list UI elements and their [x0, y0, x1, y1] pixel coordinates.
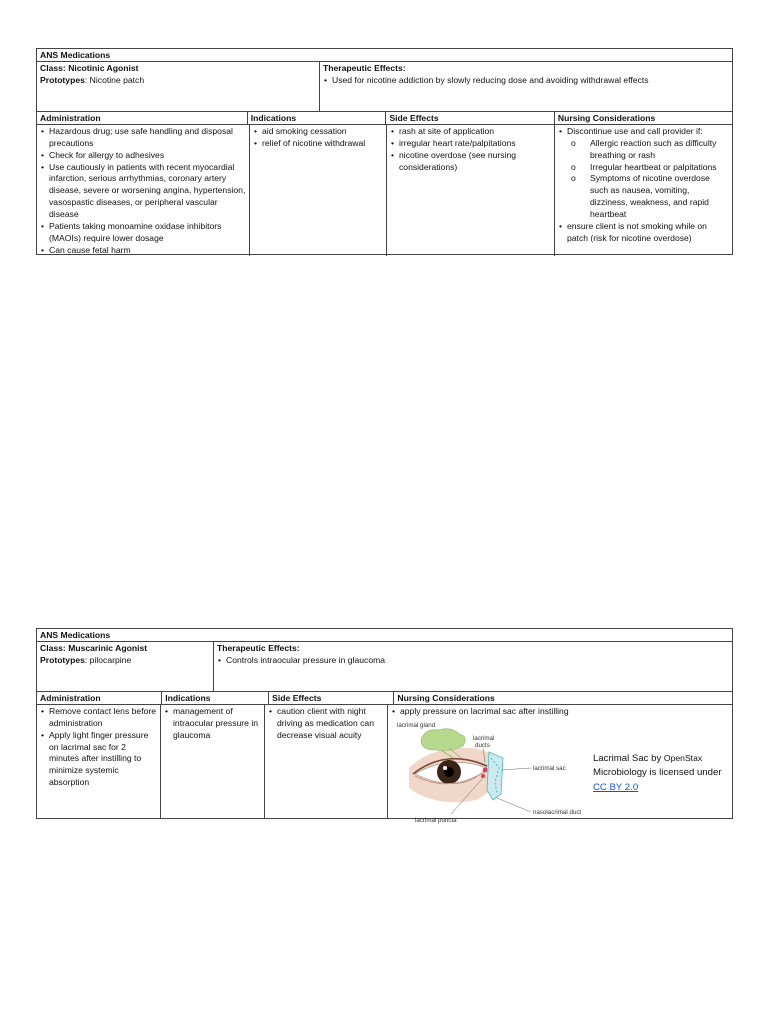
sub-bullet-marker: o: [571, 161, 576, 172]
lacrimal-gland-shape: [421, 729, 465, 751]
sub-bullet-marker: o: [571, 173, 576, 184]
content-row: [37, 125, 732, 256]
lacrimal-eye-illustration: [391, 718, 591, 824]
prototype-label: Prototypes: [40, 74, 85, 85]
sub-list-item: [569, 162, 729, 174]
medication-card-nicotinic: [36, 48, 733, 255]
eye-highlight: [443, 766, 447, 770]
class-line: [40, 643, 210, 655]
prototype-label: Prototypes: [40, 654, 85, 665]
sub-item-text: Allergic reaction such as difficulty breathing or rash: [590, 137, 717, 160]
list-item: • apply pressure on lacrimal sac after instilling: [391, 706, 729, 718]
class-row: [37, 642, 732, 692]
nursing-cell: [554, 125, 732, 256]
nursing-intro: Discontinue use and call provider if:: [567, 126, 703, 136]
list-item: [558, 126, 729, 221]
list-item: • Check for allergy to adhesives: [40, 150, 246, 162]
lacrimal-puncta-dot: [481, 774, 485, 778]
list-item: • Apply light finger pressure on lacrimal sac for 2 minutes after instilling to minimize systemic absorption: [40, 730, 157, 789]
list-item: • rash at site of application: [390, 126, 551, 138]
card-header: ANS Medications: [37, 49, 732, 62]
column-header-row: [37, 692, 732, 705]
lacrimal-diagram: [391, 718, 591, 828]
credit-line-1: [593, 752, 733, 766]
list-item: • management of intraocular pressure in glaucoma: [164, 706, 261, 742]
indications-cell: [249, 125, 386, 256]
side-effects-cell: [264, 705, 387, 819]
prototype-line: [40, 75, 316, 87]
list-item: • Use cautiously in patients with recent myocardial infarction, serious arrhythmias, coronary artery disease, severe or worsening angina, hypertension, vasospastic diseases, or peripheral vascular disease: [40, 162, 246, 221]
col-nursing: Nursing Considerations: [554, 112, 732, 124]
col-nursing: Nursing Considerations: [393, 692, 732, 704]
sub-item-text: Symptoms of nicotine overdose such as nausea, vomiting, dizziness, weakness, and rapid heartbeat: [590, 173, 710, 220]
sub-list-item: [569, 138, 729, 162]
therapeutic-title: Therapeutic Effects:: [323, 63, 406, 73]
label-lacrimal-ducts-1: lacrimal: [473, 734, 495, 742]
list-item: • nicotine overdose (see nursing considerations): [390, 150, 551, 174]
class-line: [40, 63, 316, 75]
license-link[interactable]: CC BY 2.0: [593, 781, 639, 793]
col-indications: Indications: [247, 112, 386, 124]
sub-list-item: [569, 173, 729, 220]
list-item: • relief of nicotine withdrawal: [253, 138, 383, 150]
class-cell: [37, 62, 319, 111]
therapeutic-cell: [319, 62, 732, 111]
class-value: Nicotinic Agonist: [68, 63, 139, 73]
prototype-line: [40, 655, 210, 667]
label-nasolacrimal-duct: nasolacrimal duct: [533, 808, 582, 816]
class-label: Class:: [40, 643, 66, 653]
side-effects-cell: [386, 125, 554, 256]
administration-cell: [37, 705, 160, 819]
col-side-effects: Side Effects: [385, 112, 553, 124]
prototype-value: : pilocarpine: [84, 654, 132, 665]
sub-item-text: Irregular heartbeat or palpitations: [590, 161, 717, 172]
class-cell: [37, 642, 213, 691]
list-item: • Hazardous drug; use safe handling and disposal precautions: [40, 126, 246, 150]
col-administration: Administration: [40, 113, 101, 123]
lacrimal-puncta-dot: [483, 767, 488, 772]
administration-cell: [37, 125, 249, 256]
label-lacrimal-puncta: lacrimal puncta: [415, 816, 457, 824]
credit-text: Lacrimal Sac by: [593, 753, 664, 764]
sub-bullet-marker: o: [571, 137, 576, 148]
label-lacrimal-ducts-2: ducts: [475, 741, 490, 749]
indications-cell: [160, 705, 264, 819]
card-header: ANS Medications: [37, 629, 732, 642]
class-value: Muscarinic Agonist: [68, 643, 148, 653]
list-item: • irregular heart rate/palpitations: [390, 138, 551, 150]
col-side-effects: Side Effects: [268, 692, 393, 704]
credit-line-2: Microbiology is licensed under: [593, 767, 722, 779]
class-label: Class:: [40, 63, 66, 73]
list-item: • ensure client is not smoking while on patch (risk for nicotine overdose): [558, 221, 729, 245]
image-credit: [593, 752, 733, 795]
list-item: • aid smoking cessation: [253, 126, 383, 138]
list-item: • caution client with night driving as medication can decrease visual acuity: [268, 706, 384, 742]
credit-source: OpenStax: [663, 753, 703, 763]
lacrimal-sac-shape: [487, 752, 503, 800]
list-item: • Patients taking monoamine oxidase inhibitors (MAOIs) require lower dosage: [40, 221, 246, 245]
therapeutic-cell: [213, 642, 732, 691]
list-item: • Can cause fetal harm: [40, 245, 246, 257]
col-indications: Indications: [161, 692, 268, 704]
list-item: • Remove contact lens before administration: [40, 706, 157, 730]
class-row: [37, 62, 732, 112]
label-lacrimal-gland: lacrimal gland: [397, 721, 436, 729]
therapeutic-item: • Used for nicotine addiction by slowly reducing dose and avoiding withdrawal effects: [323, 75, 729, 87]
prototype-value: : Nicotine patch: [84, 74, 145, 85]
column-header-row: [37, 112, 732, 125]
label-lacrimal-sac: lacrimal sac: [533, 764, 566, 772]
therapeutic-title: Therapeutic Effects:: [217, 643, 300, 653]
therapeutic-item: • Controls intraocular pressure in glaucoma: [217, 655, 729, 667]
col-administration: Administration: [40, 693, 101, 703]
